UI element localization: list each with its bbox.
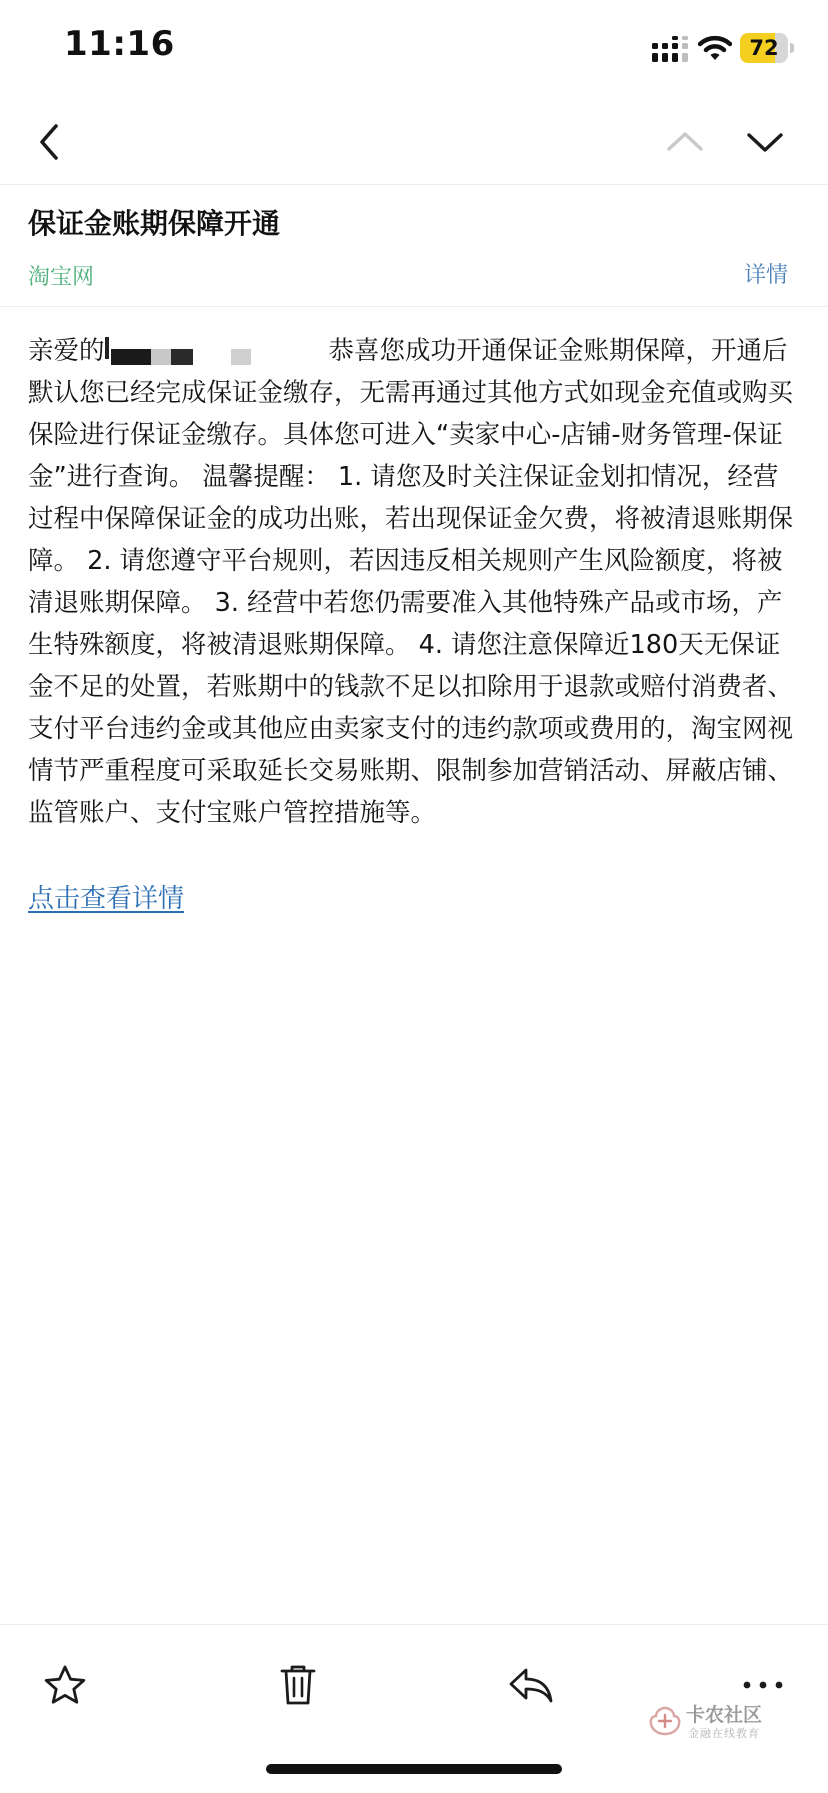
details-link[interactable]: 详情: [743, 263, 788, 288]
next-email-button[interactable]: [730, 100, 800, 184]
more-icon: [743, 1680, 783, 1690]
reply-icon: [508, 1665, 554, 1705]
watermark: [648, 1700, 798, 1742]
watermark-subtitle: 金融在线教育: [688, 1727, 760, 1740]
trash-icon: [278, 1663, 318, 1707]
home-indicator[interactable]: [266, 1764, 562, 1774]
chevron-up-icon: [665, 129, 705, 155]
battery-icon: [740, 33, 794, 63]
email-body-text: 恭喜您成功开通保证金账期保障，开通后默认您已经完成保证金缴存，无需再通过其他方式如现金充值或购买保险进行保证金缴存。具体您可进入“卖家中心-店铺-财务管理-保证金”进行查询。 温馨提醒： 1. 请您及时关注保证金划扣情况，经营过程中保障保证金的成功出账，若出现保证金欠费，将被清退账期保障。 2. 请您遵守平台规则，若因违反相关规则产生风险额度，将被清退账期保障。 3. 经营中若您仍需要准入其他特殊产品或市场，产生特殊额度，将被清退账期保障。 4. 请您注意保障近180天无保证金不足的处置，若账期中的钱款不足以扣除用于退款或赔付消费者、支付平台违约金或其他应由卖家支付的违约款项或费用的，淘宝网视情节严重程度可采取延长交易账期、限制参加营销活动、屏蔽店铺、监管账户、支付宝账户管控措施等。: [28, 336, 794, 828]
wifi-icon: [698, 34, 732, 62]
watermark-title: 卡农社区: [686, 1704, 763, 1726]
redacted-name: [105, 335, 329, 365]
watermark-logo-icon: [648, 1704, 682, 1738]
previous-email-button[interactable]: [650, 100, 720, 184]
email-greeting: 亲爱的: [28, 336, 105, 366]
reply-button[interactable]: [496, 1655, 566, 1715]
email-sender[interactable]: 淘宝网: [28, 265, 95, 290]
cellular-signal-icon: [652, 36, 690, 62]
favorite-button[interactable]: [30, 1655, 100, 1715]
nav-bar: [0, 100, 828, 185]
header-divider: [0, 306, 828, 307]
status-bar: [0, 0, 828, 100]
battery-level: 72: [749, 36, 779, 60]
back-button[interactable]: [14, 100, 84, 184]
chevron-down-icon: [745, 129, 785, 155]
chevron-left-icon: [34, 122, 64, 162]
delete-button[interactable]: [263, 1655, 333, 1715]
email-body: [28, 330, 800, 834]
star-icon: [43, 1664, 87, 1706]
view-details-link[interactable]: 点击查看详情: [28, 884, 185, 914]
status-time: 11:16: [64, 24, 175, 64]
email-subject: 保证金账期保障开通: [28, 207, 281, 240]
